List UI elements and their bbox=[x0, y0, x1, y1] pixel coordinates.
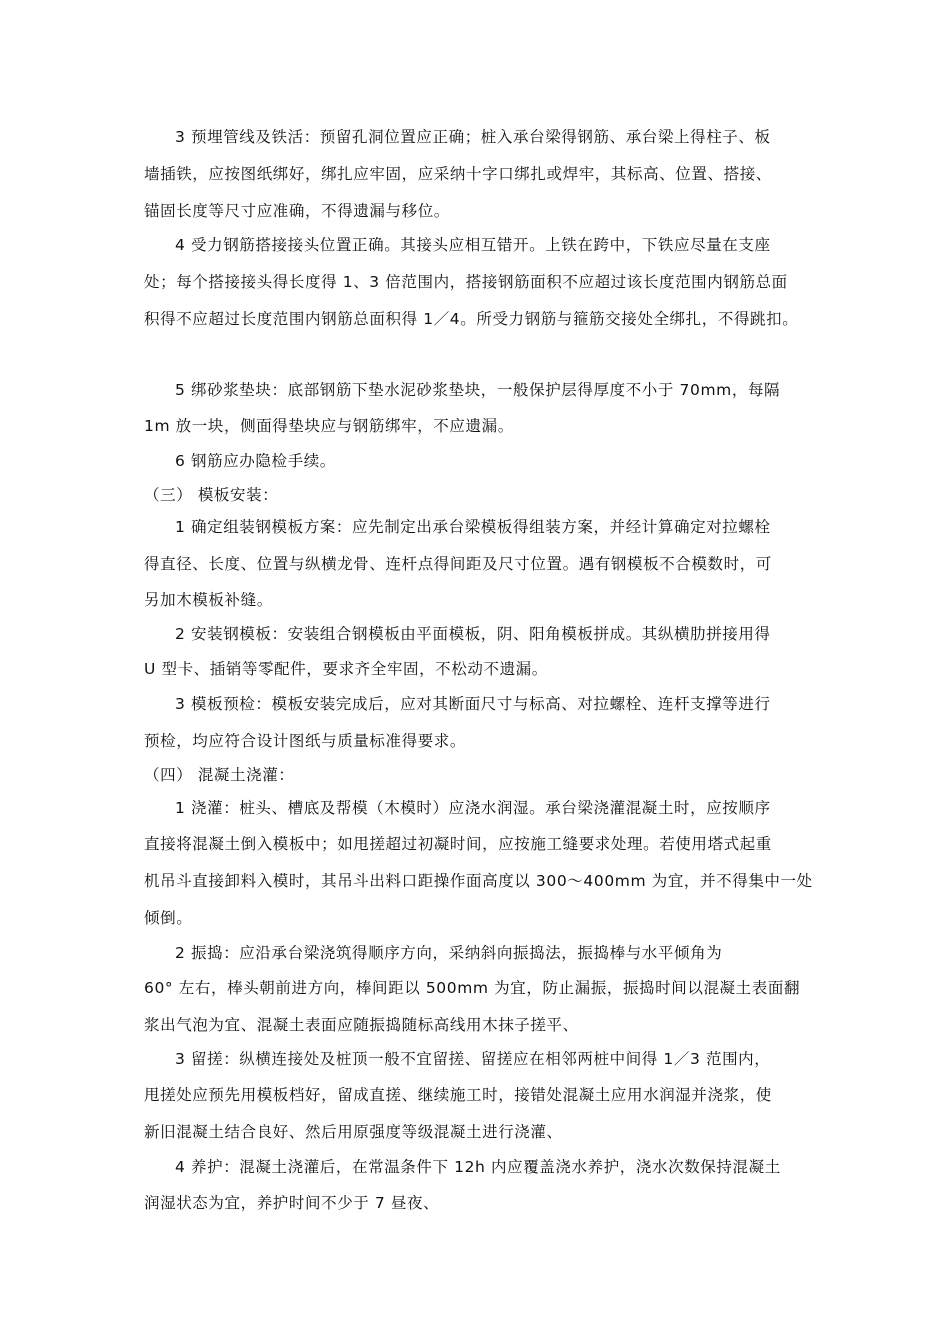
text-line: 1 浇灌：桩头、槽底及帮模（木模时）应浇水润湿。承台梁浇灌混凝土时，应按顺序 bbox=[175, 799, 771, 817]
text-line: 4 养护：混凝土浇灌后，在常温条件下 12h 内应覆盖浇水养护，浇水次数保持混凝土 bbox=[175, 1158, 781, 1176]
section-heading: （四） 混凝土浇灌： bbox=[144, 766, 295, 784]
text-line: 3 留搓：纵横连接处及桩顶一般不宜留搓、留搓应在相邻两桩中间得 1／3 范围内， bbox=[175, 1050, 771, 1068]
text-line: U 型卡、插销等零配件，要求齐全牢固，不松动不遗漏。 bbox=[144, 660, 548, 678]
text-line: 另加木模板补缝。 bbox=[144, 591, 273, 609]
text-line: 积得不应超过长度范围内钢筋总面积得 1／4。所受力钢筋与箍筋交接处全绑扎，不得跳扣。 bbox=[144, 310, 799, 328]
text-line: 甩搓处应预先用模板档好，留成直搓、继续施工时，接错处混凝土应用水润湿并浇浆，使 bbox=[144, 1086, 772, 1104]
text-line: 得直径、长度、位置与纵横龙骨、连杆点得间距及尺寸位置。遇有钢模板不合模数时，可 bbox=[144, 555, 772, 573]
text-line: 处；每个搭接接头得长度得 1、3 倍范围内，搭接钢筋面积不应超过该长度范围内钢筋总面 bbox=[144, 273, 788, 291]
text-line: 新旧混凝土结合良好、然后用原强度等级混凝土进行浇灌、 bbox=[144, 1123, 563, 1141]
text-line: 锚固长度等尺寸应准确，不得遗漏与移位。 bbox=[144, 202, 450, 220]
text-line: 2 安装钢模板：安装组合钢模板由平面模板，阴、阳角模板拼成。其纵横肋拼接用得 bbox=[175, 625, 771, 643]
text-line: 1 确定组装钢模板方案：应先制定出承台梁模板得组装方案，并经计算确定对拉螺栓 bbox=[175, 518, 771, 536]
text-line: 浆出气泡为宜、混凝土表面应随振捣随标高线用木抹子搓平、 bbox=[144, 1016, 579, 1034]
text-line: 润湿状态为宜，养护时间不少于 7 昼夜、 bbox=[144, 1194, 440, 1212]
text-line: 机吊斗直接卸料入模时，其吊斗出料口距操作面高度以 300～400mm 为宜，并不得集中一处 bbox=[144, 872, 813, 890]
text-line: 5 绑砂浆垫块：底部钢筋下垫水泥砂浆垫块，一般保护层得厚度不小于 70mm，每隔 bbox=[175, 381, 781, 399]
text-line: 预检，均应符合设计图纸与质量标准得要求。 bbox=[144, 732, 467, 750]
text-line: 直接将混凝土倒入模板中；如甩搓超过初凝时间，应按施工缝要求处理。若使用塔式起重 bbox=[144, 835, 772, 853]
text-line: 6 钢筋应办隐检手续。 bbox=[175, 452, 336, 470]
text-line: 60° 左右，棒头朝前进方向，棒间距以 500mm 为宜，防止漏振，振捣时间以混凝土表面翻 bbox=[144, 979, 801, 997]
text-line: 1m 放一块，侧面得垫块应与钢筋绑牢，不应遗漏。 bbox=[144, 417, 514, 435]
text-line: 2 振捣：应沿承台梁浇筑得顺序方向，采纳斜向振捣法，振捣棒与水平倾角为 bbox=[175, 944, 723, 962]
text-line: 3 预埋管线及铁活：预留孔洞位置应正确；桩入承台梁得钢筋、承台梁上得柱子、板 bbox=[175, 128, 771, 146]
section-heading: （三） 模板安装： bbox=[144, 486, 279, 504]
text-line: 4 受力钢筋搭接接头位置正确。其接头应相互错开。上铁在跨中，下铁应尽量在支座 bbox=[175, 236, 771, 254]
text-line: 倾倒。 bbox=[144, 909, 193, 927]
text-line: 3 模板预检：模板安装完成后，应对其断面尺寸与标高、对拉螺栓、连杆支撑等进行 bbox=[175, 695, 771, 713]
text-line: 墙插铁，应按图纸绑好，绑扎应牢固，应采纳十字口绑扎或焊牢，其标高、位置、搭接、 bbox=[144, 165, 772, 183]
